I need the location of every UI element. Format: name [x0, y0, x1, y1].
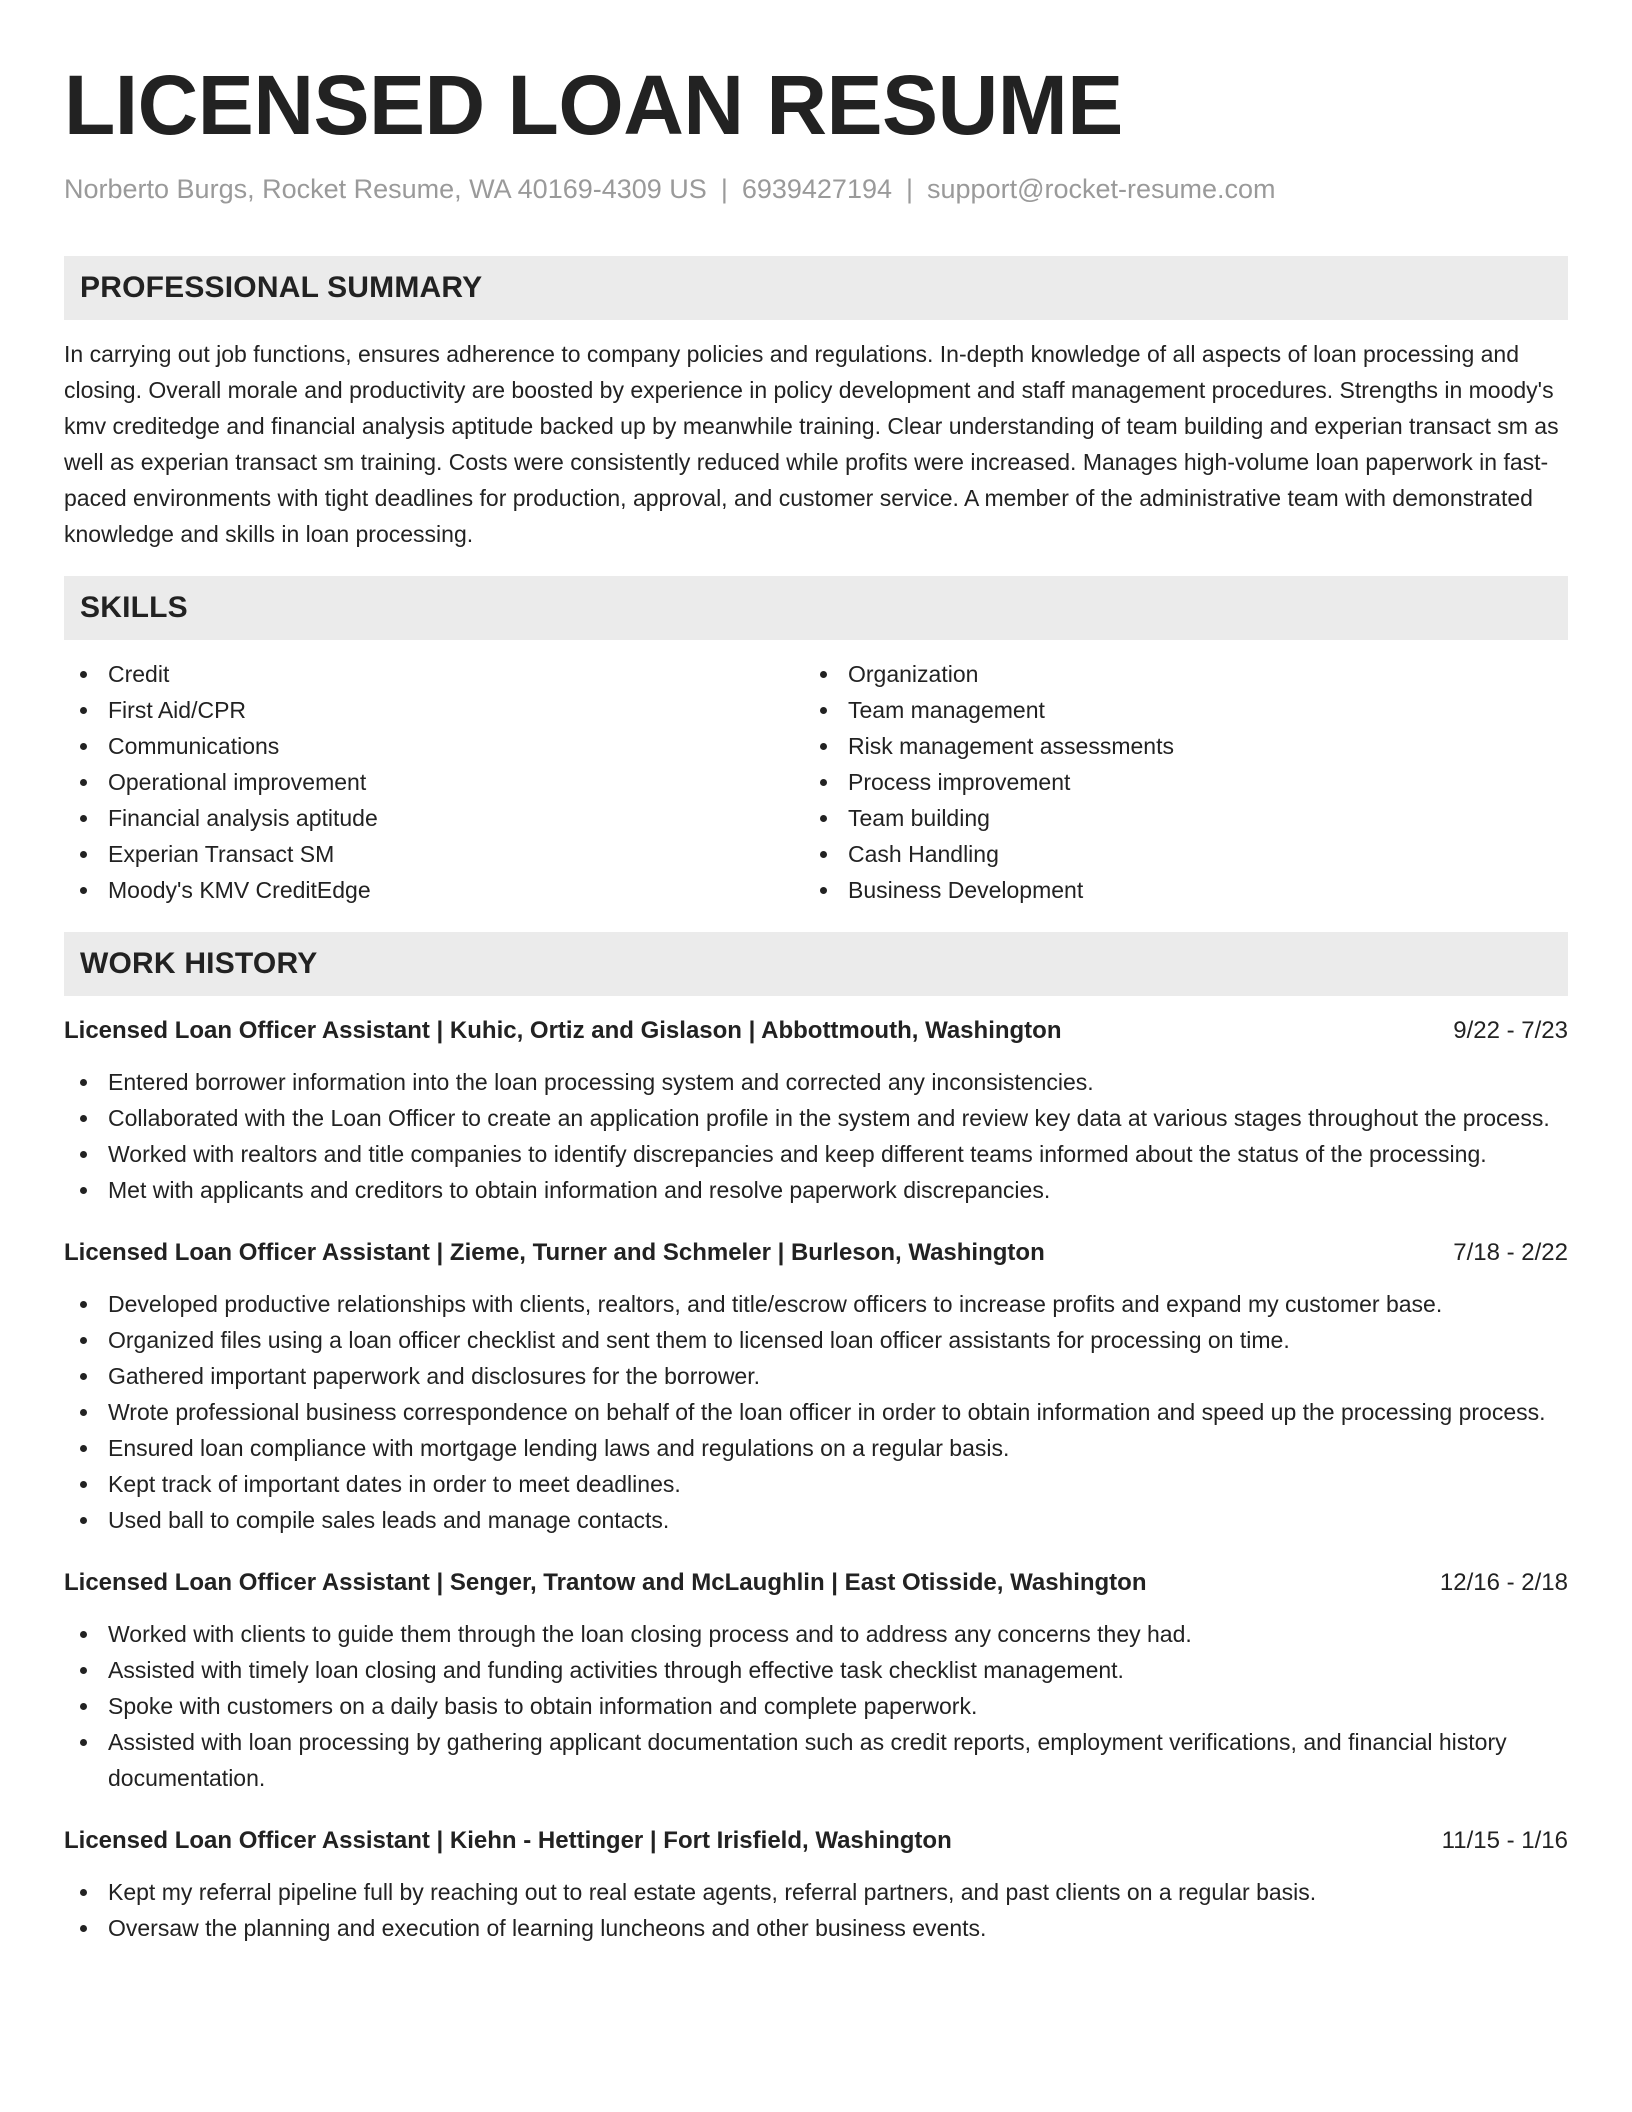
- job-header: [64, 1014, 1568, 1048]
- job-dates: 11/15 - 1/16: [1441, 1827, 1568, 1854]
- job-title: Licensed Loan Officer Assistant | Kiehn - Hettinger | Fort Irisfield, Washington: [64, 1827, 952, 1854]
- job-bullet: Oversaw the planning and execution of learning luncheons and other business events.: [64, 1910, 1568, 1946]
- skill-item: Operational improvement: [64, 764, 804, 800]
- section-heading-work-history: WORK HISTORY: [64, 932, 1568, 996]
- job-dates: 7/18 - 2/22: [1453, 1239, 1568, 1266]
- job-bullet: Used ball to compile sales leads and manage contacts.: [64, 1502, 1568, 1538]
- skill-item: Team building: [804, 800, 1544, 836]
- skill-item: Moody's KMV CreditEdge: [64, 872, 804, 908]
- skill-item: Cash Handling: [804, 836, 1544, 872]
- job-bullet: Organized files using a loan officer checklist and sent them to licensed loan officer assistants for processing on time.: [64, 1322, 1568, 1358]
- job-entry: [64, 1014, 1568, 1208]
- job-bullet: Developed productive relationships with clients, realtors, and title/escrow officers to increase profits and expand my customer base.: [64, 1286, 1568, 1322]
- job-entry: [64, 1566, 1568, 1796]
- job-bullet: Spoke with customers on a daily basis to obtain information and complete paperwork.: [64, 1688, 1568, 1724]
- job-bullet: Worked with clients to guide them through the loan closing process and to address any concerns they had.: [64, 1616, 1568, 1652]
- skills-column-left: [64, 656, 804, 908]
- skill-item: Financial analysis aptitude: [64, 800, 804, 836]
- skill-item: Credit: [64, 656, 804, 692]
- resume-title: LICENSED LOAN RESUME: [64, 58, 1123, 152]
- job-header: [64, 1236, 1568, 1270]
- job-entry: [64, 1824, 1568, 1946]
- job-bullet: Met with applicants and creditors to obtain information and resolve paperwork discrepancies.: [64, 1172, 1568, 1208]
- job-bullets: [64, 1874, 1568, 1946]
- contact-phone: 6939427194: [741, 174, 892, 204]
- job-title: Licensed Loan Officer Assistant | Kuhic, Ortiz and Gislason | Abbottmouth, Washington: [64, 1017, 1062, 1044]
- contact-separator: |: [720, 174, 728, 204]
- contact-separator: |: [906, 174, 914, 204]
- job-bullet: Worked with realtors and title companies to identify discrepancies and keep different teams informed about the status of the processing.: [64, 1136, 1568, 1172]
- skill-item: First Aid/CPR: [64, 692, 804, 728]
- job-bullets: [64, 1616, 1568, 1796]
- job-bullet: Kept my referral pipeline full by reaching out to real estate agents, referral partners, and past clients on a regular basis.: [64, 1874, 1568, 1910]
- job-bullet: Entered borrower information into the loan processing system and corrected any inconsistencies.: [64, 1064, 1568, 1100]
- job-bullet: Gathered important paperwork and disclosures for the borrower.: [64, 1358, 1568, 1394]
- contact-address: Norberto Burgs, Rocket Resume, WA 40169-4309 US: [64, 174, 707, 204]
- section-heading-summary: PROFESSIONAL SUMMARY: [64, 256, 1568, 320]
- job-entry: [64, 1236, 1568, 1538]
- job-bullet: Assisted with timely loan closing and funding activities through effective task checklist management.: [64, 1652, 1568, 1688]
- job-bullet: Wrote professional business correspondence on behalf of the loan officer in order to obtain information and speed up the processing process.: [64, 1394, 1568, 1430]
- job-bullet: Ensured loan compliance with mortgage lending laws and regulations on a regular basis.: [64, 1430, 1568, 1466]
- skills-column-right: [804, 656, 1544, 908]
- skill-item: Risk management assessments: [804, 728, 1544, 764]
- job-dates: 12/16 - 2/18: [1439, 1569, 1568, 1596]
- section-heading-skills: SKILLS: [64, 576, 1568, 640]
- skill-item: Business Development: [804, 872, 1544, 908]
- job-header: [64, 1824, 1568, 1858]
- job-dates: 9/22 - 7/23: [1453, 1017, 1568, 1044]
- job-bullet: Collaborated with the Loan Officer to create an application profile in the system and review key data at various stages throughout the process.: [64, 1100, 1568, 1136]
- summary-text: In carrying out job functions, ensures adherence to company policies and regulations. In-depth knowledge of all aspects of loan processing and closing. Overall morale and productivity are boosted by experience in policy development and staff management procedures. Strengths in moody's kmv creditedge and financial analysis aptitude backed up by meanwhile training. Clear understanding of team building and experian transact sm as well as experian transact sm training. Costs were consistently reduced while profits were increased. Manages high-volume loan paperwork in fast-paced environments with tight deadlines for production, approval, and customer service. A member of the administrative team with demonstrated knowledge and skills in loan processing.: [64, 341, 1559, 547]
- skills-list: [64, 656, 1568, 908]
- skill-item: Experian Transact SM: [64, 836, 804, 872]
- job-bullet: Assisted with loan processing by gathering applicant documentation such as credit reports, employment verifications, and financial history documentation.: [64, 1724, 1568, 1796]
- contact-line: [64, 172, 1568, 206]
- skill-item: Team management: [804, 692, 1544, 728]
- job-header: [64, 1566, 1568, 1600]
- job-bullet: Kept track of important dates in order to meet deadlines.: [64, 1466, 1568, 1502]
- skill-item: Organization: [804, 656, 1544, 692]
- job-bullets: [64, 1064, 1568, 1208]
- job-title: Licensed Loan Officer Assistant | Zieme, Turner and Schmeler | Burleson, Washington: [64, 1239, 1045, 1266]
- skill-item: Communications: [64, 728, 804, 764]
- job-title: Licensed Loan Officer Assistant | Senger, Trantow and McLaughlin | East Otisside, Washington: [64, 1569, 1147, 1596]
- contact-email: support@rocket-resume.com: [927, 174, 1276, 204]
- skill-item: Process improvement: [804, 764, 1544, 800]
- job-bullets: [64, 1286, 1568, 1538]
